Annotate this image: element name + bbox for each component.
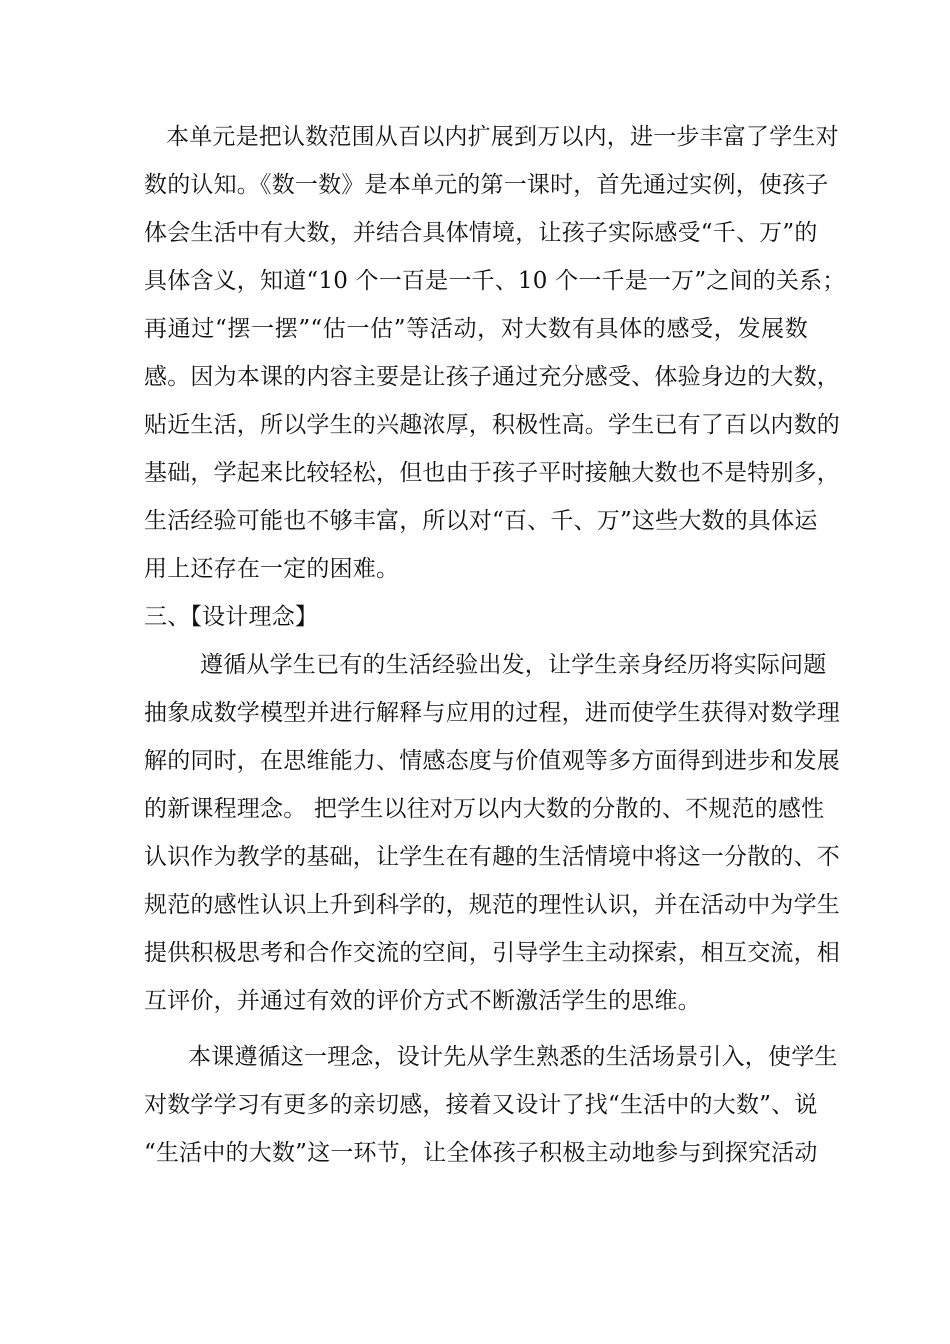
paragraph-1-line-7: 贴近生活，所以学生的兴趣浓厚，积极性高。学生已有了百以内数的 bbox=[144, 412, 840, 438]
paragraph-3-line-3: “生活中的大数”这一环节，让全体孩子积极主动地参与到探究活动 bbox=[144, 1140, 818, 1166]
paragraph-2-line-8: 互评价，并通过有效的评价方式不断激活学生的思维。 bbox=[144, 988, 701, 1014]
paragraph-3-line-2: 对数学学习有更多的亲切感，接着又设计了找“生活中的大数”、说 bbox=[144, 1092, 818, 1118]
paragraph-1-line-4: 具体含义，知道“10 个一百是一千、10 个一千是一万”之间的关系； bbox=[144, 268, 846, 294]
paragraph-2-line-7: 提供积极思考和合作交流的空间，引导学生主动探索，相互交流，相 bbox=[144, 940, 840, 966]
paragraph-1-line-2: 数的认知。《数一数》是本单元的第一课时，首先通过实例，使孩子 bbox=[144, 172, 829, 198]
paragraph-3-line-1: 本课遵循这一理念，设计先从学生熟悉的生活场景引入，使学生 bbox=[188, 1044, 838, 1070]
paragraph-1-line-10: 用上还存在一定的困难。 bbox=[144, 556, 400, 582]
paragraph-1-line-5: 再通过“摆一摆”“估一估”等活动，对大数有具体的感受，发展数 bbox=[144, 316, 808, 342]
paragraph-1-line-9: 生活经验可能也不够丰富，所以对“百、千、万”这些大数的具体运 bbox=[144, 508, 818, 534]
paragraph-2-line-6: 规范的感性认识上升到科学的，规范的理性认识，并在活动中为学生 bbox=[144, 892, 840, 918]
paragraph-2-line-4: 的新课程理念。 把学生以往对万以内大数的分散的、不规范的感性 bbox=[144, 796, 825, 822]
paragraph-2-line-2: 抽象成数学模型并进行解释与应用的过程，进而使学生获得对数学理 bbox=[144, 700, 840, 726]
section-heading: 三、【设计理念】 bbox=[144, 604, 319, 630]
paragraph-2-line-1: 遵循从学生已有的生活经验出发，让学生亲身经历将实际问题 bbox=[200, 652, 827, 678]
paragraph-1-line-8: 基础，学起来比较轻松，但也由于孩子平时接触大数也不是特别多， bbox=[144, 460, 840, 486]
paragraph-1-line-6: 感。因为本课的内容主要是让孩子通过充分感受、体验身边的大数， bbox=[144, 364, 840, 390]
paragraph-1-line-1: 本单元是把认数范围从百以内扩展到万以内，进一步丰富了学生对 bbox=[166, 124, 839, 150]
paragraph-1-line-3: 体会生活中有大数，并结合具体情境，让孩子实际感受“千、万”的 bbox=[144, 220, 818, 246]
paragraph-2-line-5: 认识作为教学的基础，让学生在有趣的生活情境中将这一分散的、不 bbox=[144, 844, 840, 870]
paragraph-2-line-3: 解的同时，在思维能力、情感态度与价值观等多方面得到进步和发展 bbox=[144, 748, 840, 774]
